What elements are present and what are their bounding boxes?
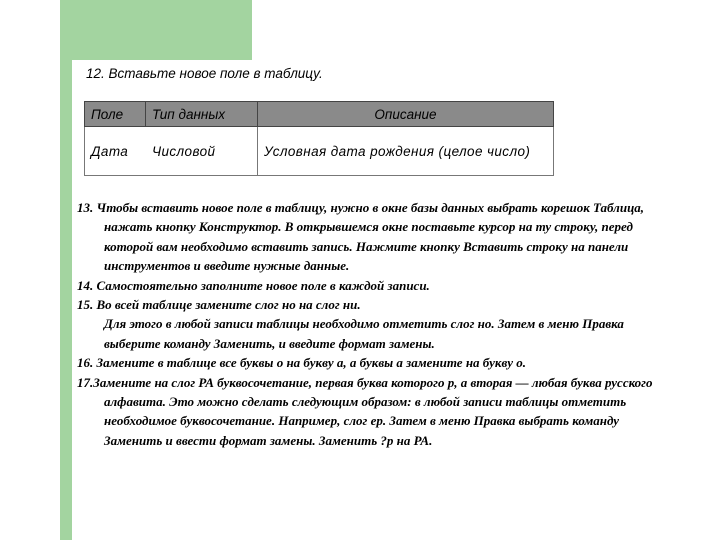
cell-description: Условная дата рождения (целое число) bbox=[258, 127, 554, 176]
cell-field: Дата bbox=[85, 127, 146, 176]
paragraph-step-14: 14. Самостоятельно заполните новое поле в каждой записи. bbox=[77, 277, 430, 293]
table-row bbox=[85, 127, 554, 176]
header-description: Описание bbox=[258, 102, 554, 127]
paragraph-step-16: 16. Замените в таблице все буквы о на букву а, а буквы а замените на букву о. bbox=[77, 355, 527, 371]
table-header-row bbox=[85, 102, 554, 127]
step-12-heading: 12. Вставьте новое поле в таблицу. bbox=[86, 66, 323, 81]
decorative-bar-top bbox=[60, 0, 252, 60]
paragraph-step-15: 15. Во всей таблице замените слог но на слог ни. bbox=[77, 297, 361, 313]
header-field: Поле bbox=[85, 102, 146, 127]
paragraph-step-13: 13. Чтобы вставить новое поле в таблицу, нужно в окне базы данных выбрать корешок Таблица, нажать кнопку Конструктор. В открывшемся окне поставьте курсор на ту строку, перед которой вам необходимо вставить запись. Нажмите кнопку Вставить строку на панели инструментов и введите нужные данные. bbox=[77, 200, 645, 274]
field-definition-table bbox=[84, 101, 554, 176]
instructions-text bbox=[77, 198, 667, 450]
decorative-bar-left bbox=[60, 0, 72, 540]
cell-data-type: Числовой bbox=[146, 127, 258, 176]
paragraph-step-17: 17.Замените на слог РА буквосочетание, первая буква которого р, а вторая — любая буква русского алфавита. Это можно сделать следующим образом: в любой записи таблицы отметить необходимое буквосочетание. Например, слог ер. Затем в меню Правка выбрать команду Заменить и ввести формат замены. Заменить ?р на РА. bbox=[77, 374, 653, 448]
paragraph-step-15-detail: Для этого в любой записи таблицы необходимо отметить слог но. Затем в меню Правка выберите команду Заменить, и введите формат замены. bbox=[104, 316, 624, 351]
header-data-type: Тип данных bbox=[146, 102, 258, 127]
